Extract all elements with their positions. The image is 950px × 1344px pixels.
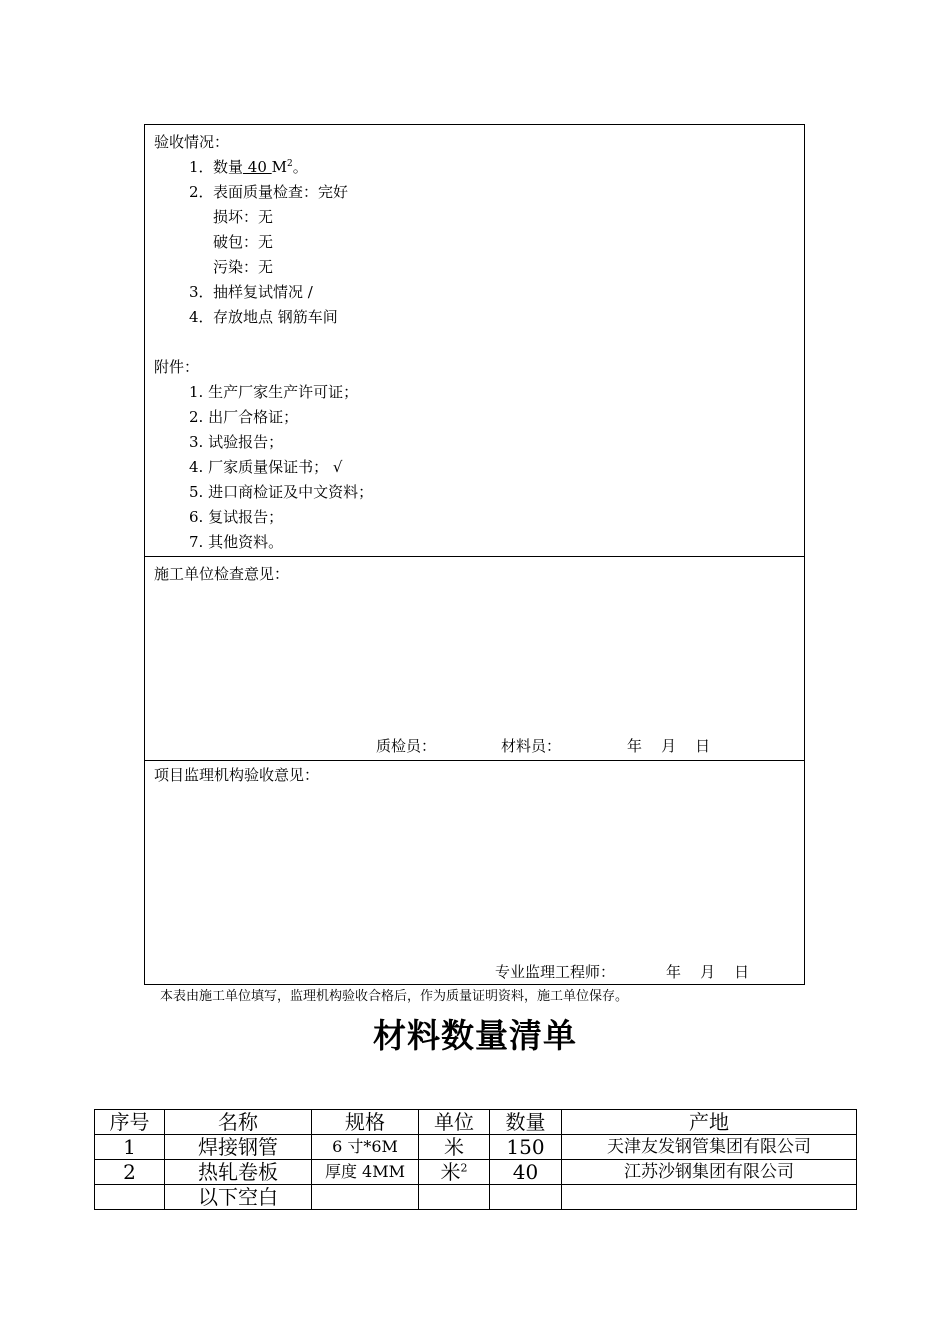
cell-name: 焊接钢管 bbox=[165, 1135, 312, 1160]
header-cell: 单位 bbox=[419, 1110, 490, 1135]
cell-origin: 江苏沙钢集团有限公司 bbox=[562, 1160, 857, 1185]
cell-spec: 6 寸*6M bbox=[312, 1135, 419, 1160]
cell-origin bbox=[562, 1185, 857, 1210]
table-header-row bbox=[95, 1110, 857, 1135]
attachment-item: 4. 厂家质量保证书； √ bbox=[189, 458, 343, 476]
surface-check-line: 2．表面质量检查：完好 bbox=[189, 183, 349, 201]
cell-no: 1 bbox=[95, 1135, 165, 1160]
supervision-date: 年 月 日 bbox=[666, 963, 750, 981]
sub-item-broken-package: 破包：无 bbox=[213, 233, 274, 251]
inspection-date: 年 月 日 bbox=[627, 737, 711, 755]
construction-inspection-heading: 施工单位检查意见： bbox=[154, 565, 290, 583]
sampling-retest-line: 3．抽样复试情况 / bbox=[189, 283, 313, 301]
cell-qty bbox=[490, 1185, 562, 1210]
attachment-item: 7. 其他资料。 bbox=[189, 533, 284, 551]
cell-spec bbox=[312, 1185, 419, 1210]
attachment-item: 1. 生产厂家生产许可证； bbox=[189, 383, 359, 401]
cell-qty: 150 bbox=[490, 1135, 562, 1160]
material-quantity-table bbox=[94, 1109, 857, 1210]
cell-no bbox=[95, 1185, 165, 1210]
cell-no: 2 bbox=[95, 1160, 165, 1185]
attachment-item: 6. 复试报告； bbox=[189, 508, 284, 526]
header-cell: 规格 bbox=[312, 1110, 419, 1135]
form-note: 本表由施工单位填写，监理机构验收合格后，作为质量证明资料，施工单位保存。 bbox=[160, 989, 629, 1004]
cell-unit: 米 bbox=[419, 1135, 490, 1160]
sub-item-pollution: 污染：无 bbox=[213, 258, 274, 276]
construction-inspection-section bbox=[144, 556, 805, 761]
header-cell: 数量 bbox=[490, 1110, 562, 1135]
attachments-heading: 附件： bbox=[154, 358, 200, 376]
cell-origin: 天津友发钢管集团有限公司 bbox=[562, 1135, 857, 1160]
cell-unit bbox=[419, 1185, 490, 1210]
attachment-item: 5. 进口商检证及中文资料； bbox=[189, 483, 374, 501]
acceptance-heading: 验收情况： bbox=[154, 133, 230, 151]
storage-location-line: 4．存放地点 钢筋车间 bbox=[189, 308, 338, 326]
page-title: 材料数量清单 bbox=[373, 1016, 577, 1055]
quantity-value: 40 bbox=[243, 158, 272, 176]
quantity-line: 1．数量 40 $M^2$。 bbox=[189, 158, 308, 176]
acceptance-section bbox=[144, 124, 805, 557]
supervising-engineer-label: 专业监理工程师： bbox=[495, 963, 616, 981]
table-row bbox=[95, 1135, 857, 1160]
header-cell: 产地 bbox=[562, 1110, 857, 1135]
cell-name: 以下空白 bbox=[165, 1185, 312, 1210]
attachment-item: 3. 试验报告； bbox=[189, 433, 284, 451]
attachment-item: 2. 出厂合格证； bbox=[189, 408, 299, 426]
inspector-signature-label: 质检员： bbox=[376, 737, 437, 755]
table-row bbox=[95, 1185, 857, 1210]
cell-spec: 厚度 4MM bbox=[312, 1160, 419, 1185]
cell-qty: 40 bbox=[490, 1160, 562, 1185]
header-cell: 序号 bbox=[95, 1110, 165, 1135]
sub-item-damage: 损坏：无 bbox=[213, 208, 274, 226]
supervision-acceptance-section bbox=[144, 760, 805, 985]
supervision-acceptance-heading: 项目监理机构验收意见： bbox=[154, 766, 320, 784]
header-cell: 名称 bbox=[165, 1110, 312, 1135]
cell-unit: 米$^2$ bbox=[419, 1160, 490, 1185]
table-row bbox=[95, 1160, 857, 1185]
material-clerk-signature-label: 材料员： bbox=[501, 737, 562, 755]
cell-name: 热轧卷板 bbox=[165, 1160, 312, 1185]
